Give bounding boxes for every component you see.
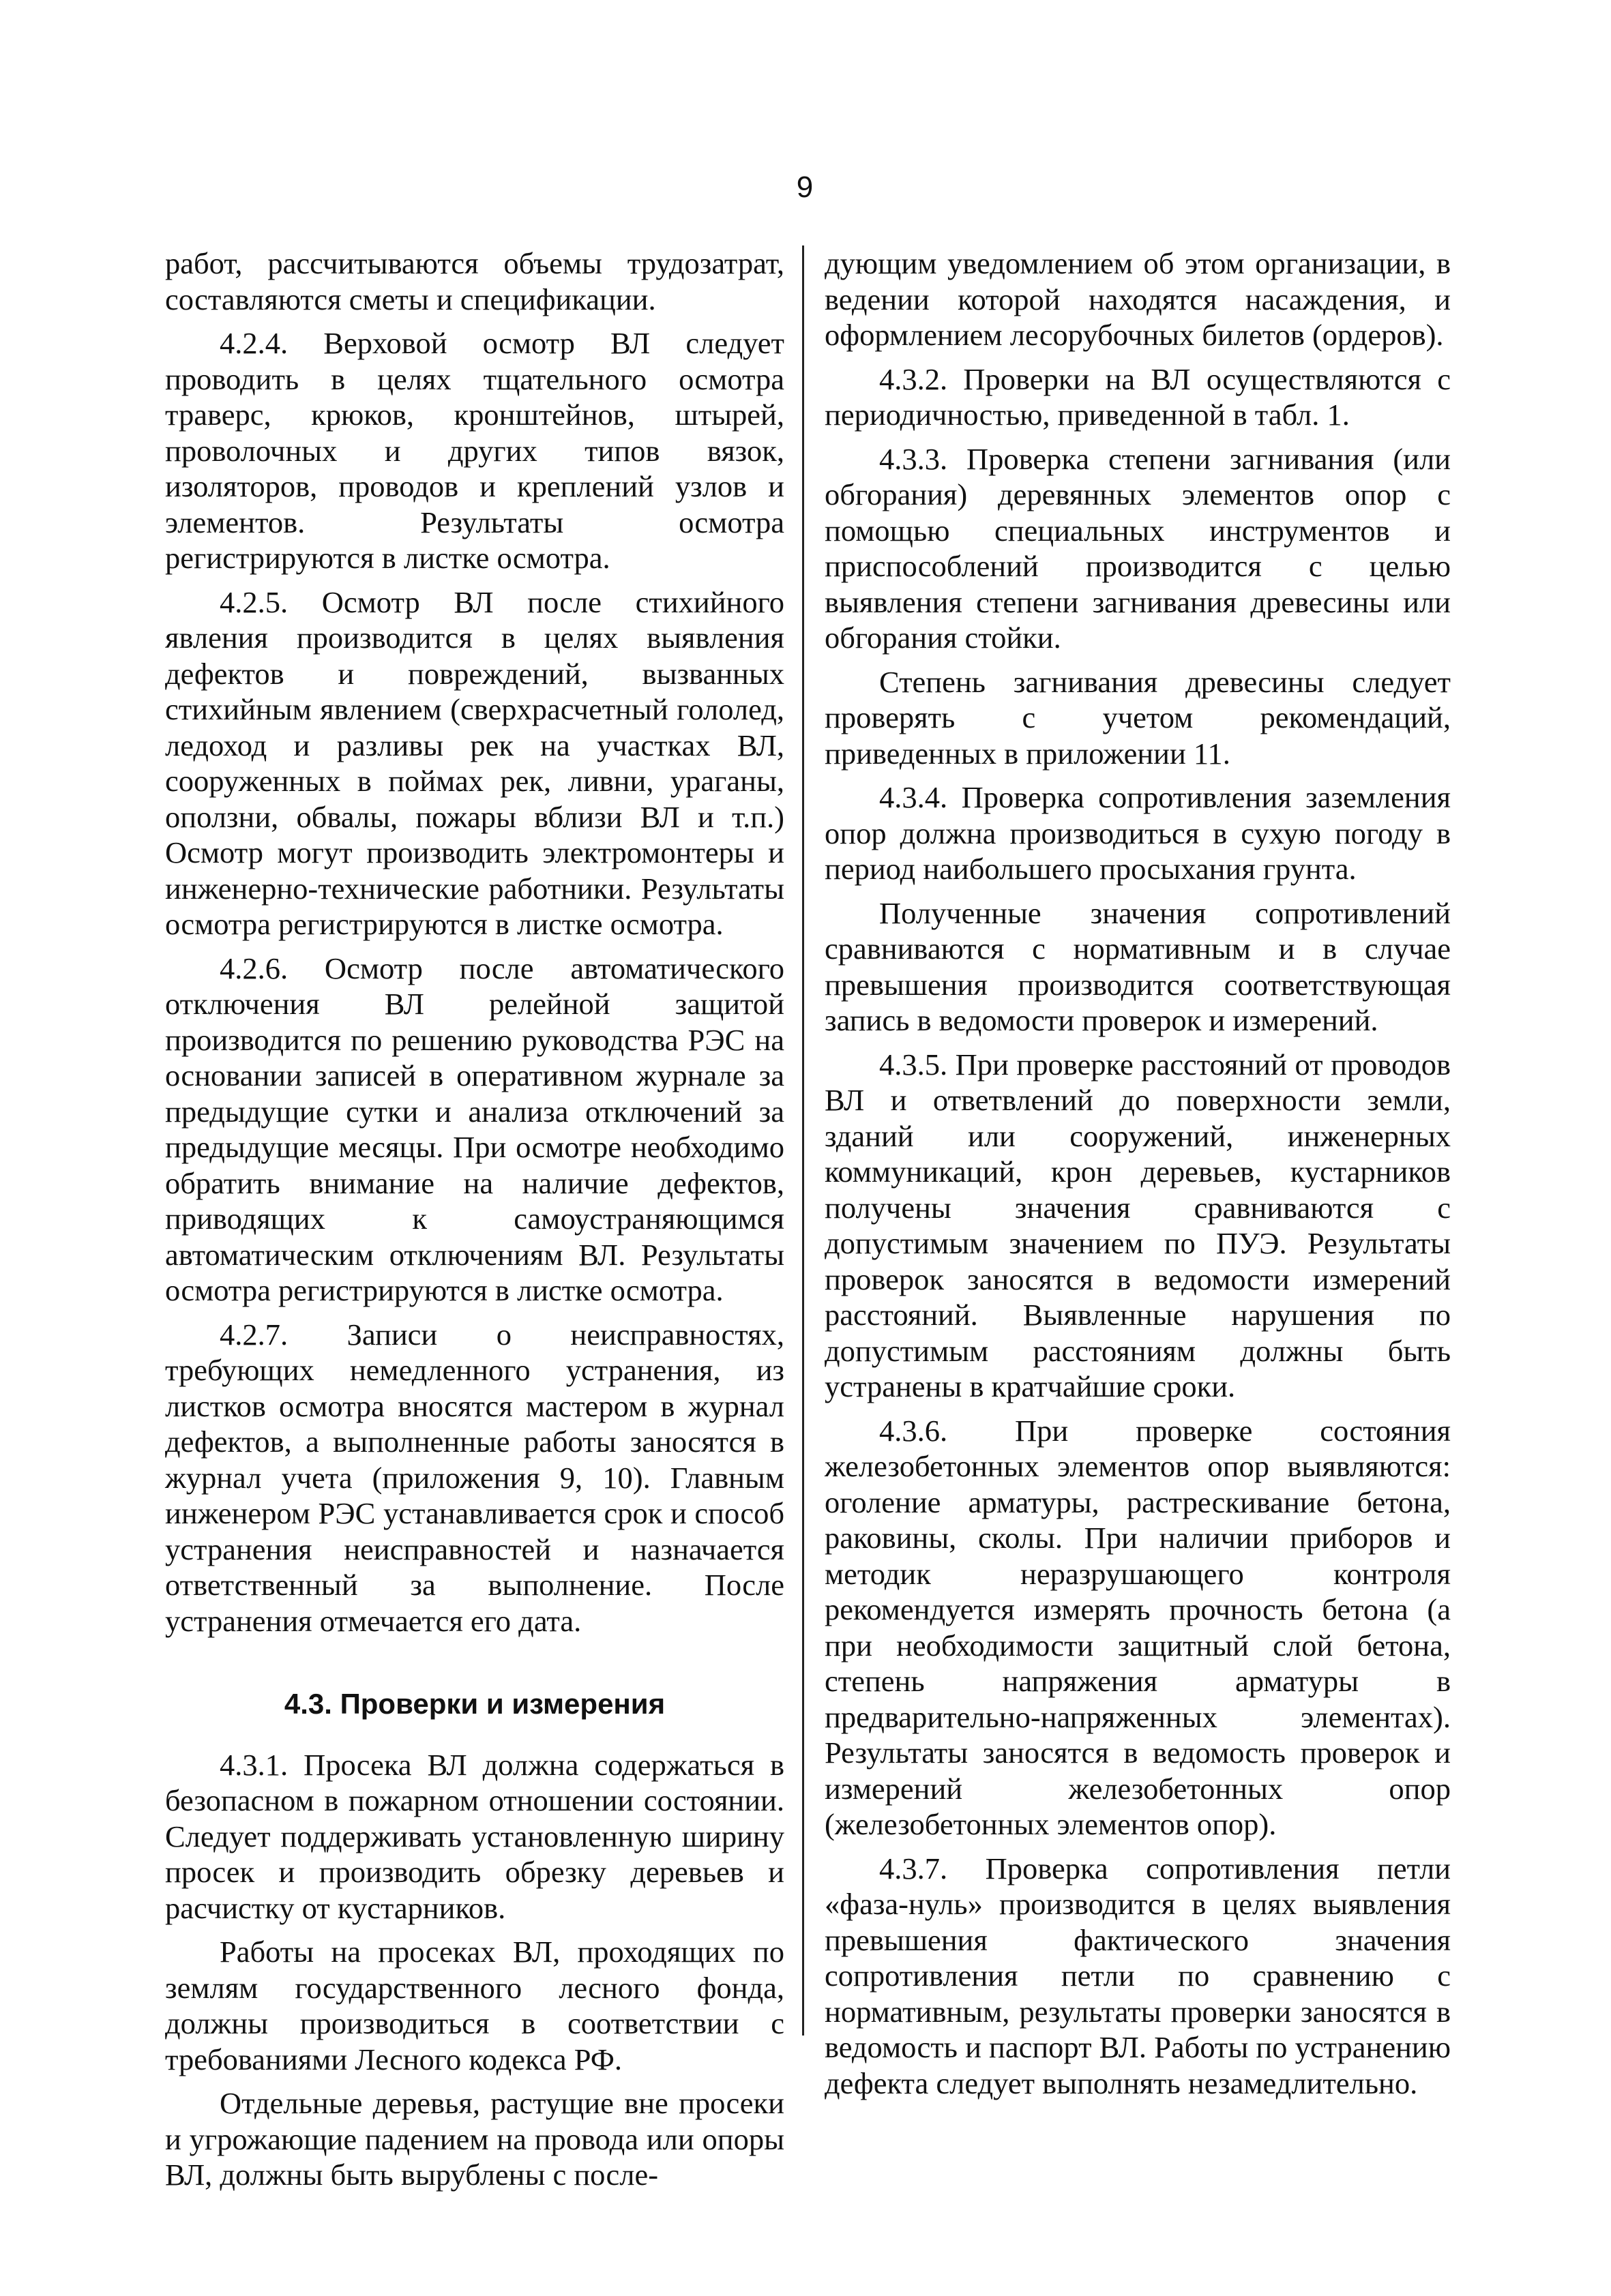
paragraph-4-3-5: 4.3.5. При проверке расстояний от проводов ВЛ и ответвлений до поверхности земли, зданий или сооружений, инженерных коммуникаций, крон деревьев, кустарников получены значения сравниваются с допустимым значением по ПУЭ. Результаты проверок заносятся в ведомости измерений расстояний. Выявленные нарушения по допустимым расстояниям должны быть устранены в кратчайшие сроки.	[825, 1047, 1451, 1403]
paragraph-4-3-4: 4.3.4. Проверка сопротивления заземления опор должна производиться в сухую погоду в период наибольшего просыхания грунта.	[825, 780, 1451, 886]
right-column	[825, 245, 1451, 2109]
paragraph-4-3-2: 4.3.2. Проверки на ВЛ осуществляются с периодичностью, приведенной в табл. 1.	[825, 361, 1451, 432]
paragraph-4-3-7: 4.3.7. Проверка сопротивления петли «фаза-нуль» производится в целях выявления превышения фактического значения сопротивления петли по сравнению с нормативным, результаты проверки заносятся в ведомость и паспорт ВЛ. Работы по устранению дефекта следует выполнять незамедлительно.	[825, 1851, 1451, 2100]
paragraph-4-3-1: 4.3.1. Просека ВЛ должна содержаться в безопасном в пожарном отношении состоянии. Следует поддерживать установленную ширину просек и производить обрезку деревьев и расчистку от кустарников.	[165, 1747, 784, 1925]
paragraph: Работы на просеках ВЛ, проходящих по землям государственного лесного фонда, должны производиться в соответствии с требованиями Лесного кодекса РФ.	[165, 1935, 784, 2076]
paragraph-4-3-3: 4.3.3. Проверка степени загнивания (или обгорания) деревянных элементов опор с помощью специальных инструментов и приспособлений производится с целью выявления степени загнивания древесины или обгорания стойки.	[825, 441, 1451, 655]
paragraph: Степень загнивания древесины следует проверять с учетом рекомендаций, приведенных в приложении 11.	[825, 664, 1451, 771]
paragraph-4-2-7: 4.2.7. Записи о неисправностях, требующих немедленного устранения, из листков осмотра вносятся мастером в журнал дефектов, а выполненные работы заносятся в журнал учета (приложения 9, 10). Главным инженером РЭС устанавливается срок и способ устранения неисправностей и назначается ответственный за выполнение. После устранения отмечается его дата.	[165, 1317, 784, 1638]
paragraph-4-2-4: 4.2.4. Верховой осмотр ВЛ следует проводить в целях тщательного осмотра траверс, крюков, кронштейнов, штырей, проволочных и других типов вязок, изоляторов, проводов и креплений узлов и элементов. Результаты осмотра регистрируются в листке осмотра.	[165, 326, 784, 575]
section-heading: 4.3. Проверки и измерения	[284, 1688, 666, 1720]
paragraph-4-2-5: 4.2.5. Осмотр ВЛ после стихийного явления производится в целях выявления дефектов и повреждений, вызванных стихийным явлением (сверхрасчетный гололед, ледоход и разливы рек на участках ВЛ, сооруженных в поймах рек, ливни, ураганы, оползни, обвалы, пожары вблизи ВЛ и т.п.) Осмотр могут производить электромонтеры и инженерно-технические работники. Результаты осмотра регистрируются в листке осмотра.	[165, 584, 784, 941]
column-divider	[802, 245, 804, 2036]
paragraph-4-3-6: 4.3.6. При проверке состояния железобетонных элементов опор выявляются: оголение арматуры, растрескивание бетона, раковины, сколы. При наличии приборов и методик неразрушающего контроля рекомендуется измерять прочность бетона (а при необходимости защитный слой бетона, степень напряжения арматуры в предварительно-напряженных элементах). Результаты заносятся в ведомость проверок и измерений железобетонных опор (железобетонных элементов опор).	[825, 1413, 1451, 1841]
paragraph: Полученные значения сопротивлений сравниваются с нормативным и в случае превышения производится соответствующая запись в ведомости проверок и измерений.	[825, 895, 1451, 1037]
paragraph: Отдельные деревья, растущие вне просеки и угрожающие падением на провода или опоры ВЛ, должны быть вырублены с после-	[165, 2086, 784, 2192]
paragraph: работ, рассчитываются объемы трудозатрат, составляются сметы и спецификации.	[165, 246, 784, 316]
left-column	[165, 245, 784, 2201]
paragraph: дующим уведомлением об этом организации, в ведении которой находятся насаждения, и оформлением лесорубочных билетов (ордеров).	[825, 246, 1451, 352]
paragraph-4-2-6: 4.2.6. Осмотр после автоматического отключения ВЛ релейной защитой производится по решению руководства РЭС на основании записей в оперативном журнале за предыдущие сутки и анализа отключений за предыдущие месяцы. При осмотре необходимо обратить внимание на наличие дефектов, приводящих к самоустраняющимся автоматическим отключениям ВЛ. Результаты осмотра регистрируются в листке осмотра.	[165, 951, 784, 1307]
page-number: 9	[796, 170, 814, 204]
